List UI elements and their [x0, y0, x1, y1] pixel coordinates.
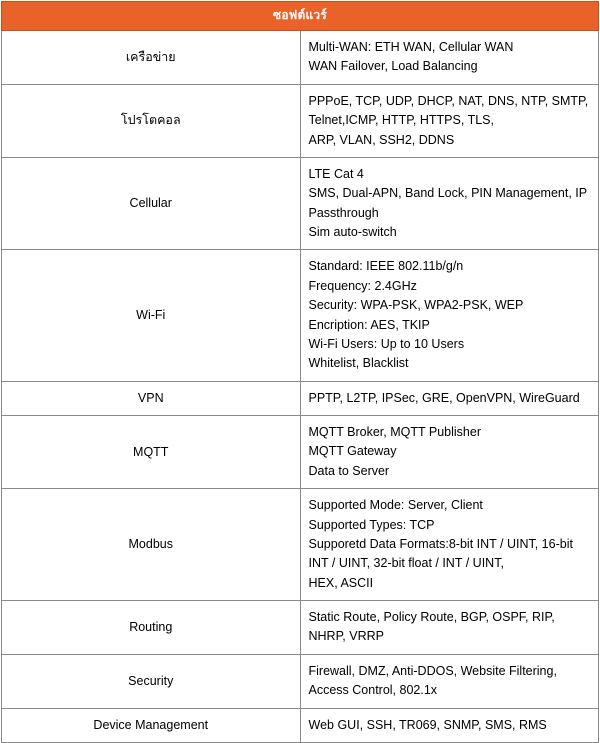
- value-line: LTE Cat 4: [308, 166, 364, 181]
- value-line: Sim auto-switch: [308, 225, 397, 239]
- row-label: เครือข่าย: [2, 31, 301, 85]
- row-value: [300, 157, 599, 250]
- value-line: HEX, ASCII: [308, 575, 374, 590]
- value-line: Encription: AES, TKIP: [308, 317, 430, 332]
- table-header-row: [2, 2, 599, 31]
- row-label: Routing: [2, 601, 301, 655]
- row-value: [300, 250, 599, 381]
- table-header: [2, 2, 599, 31]
- value-line: ARP, VLAN, SSH2, DDNS: [308, 132, 455, 147]
- row-value: [300, 31, 599, 85]
- table-row: [2, 601, 599, 655]
- value-line: Frequency: 2.4GHz: [308, 278, 417, 293]
- value-line: Supported Types: TCP: [308, 517, 435, 532]
- row-label: Cellular: [2, 157, 301, 250]
- value-line: SMS, Dual-APN, Band Lock, PIN Management, IP Passthrough: [308, 186, 587, 220]
- row-value: [300, 601, 599, 655]
- value-line: Security: WPA-PSK, WPA2-PSK, WEP: [308, 298, 524, 313]
- table-row: [2, 157, 599, 250]
- value-line: Multi-WAN: ETH WAN, Cellular WAN: [308, 40, 514, 54]
- value-line: Standard: IEEE 802.11b/g/n: [308, 259, 464, 274]
- table-row: [2, 250, 599, 381]
- value-line: Static Route, Policy Route, BGP, OSPF, RIP, NHRP, VRRP: [308, 610, 555, 644]
- table-row: [2, 31, 599, 85]
- row-label: Wi-Fi: [2, 250, 301, 381]
- value-line: MQTT Broker, MQTT Publisher: [308, 425, 481, 439]
- value-line: Web GUI, SSH, TR069, SNMP, SMS, RMS: [308, 717, 547, 732]
- table-body: [2, 31, 599, 743]
- table-title: ซอฟต์แวร์: [2, 2, 599, 31]
- row-label: Security: [2, 654, 301, 708]
- row-label: MQTT: [2, 416, 301, 489]
- row-value: [300, 489, 599, 601]
- table-row: [2, 416, 599, 489]
- value-line: Wi-Fi Users: Up to 10 Users: [308, 336, 465, 351]
- table-row: [2, 654, 599, 708]
- row-value: [300, 381, 599, 415]
- value-line: Whitelist, Blacklist: [308, 356, 409, 371]
- row-value: [300, 654, 599, 708]
- value-line: Data to Server: [308, 463, 390, 478]
- table-row: [2, 708, 599, 742]
- row-value: [300, 708, 599, 742]
- value-line: Firewall, DMZ, Anti-DDOS, Website Filtering, Access Control, 802.1x: [308, 663, 557, 698]
- software-spec-table: [1, 1, 599, 743]
- value-line: WAN Failover, Load Balancing: [308, 59, 478, 74]
- row-value: [300, 416, 599, 489]
- table-row: [2, 381, 599, 415]
- row-label: VPN: [2, 381, 301, 415]
- table-row: [2, 84, 599, 157]
- value-line: PPPoE, TCP, UDP, DHCP, NAT, DNS, NTP, SMTP, Telnet,ICMP, HTTP, HTTPS, TLS,: [308, 93, 589, 128]
- table-row: [2, 489, 599, 601]
- value-line: Supported Mode: Server, Client: [308, 498, 483, 513]
- row-value: [300, 84, 599, 157]
- value-line: Supporetd Data Formats:8-bit INT / UINT, 16-bit INT / UINT, 32-bit float / INT / UINT,: [308, 536, 573, 571]
- value-line: PPTP, L2TP, IPSec, GRE, OpenVPN, WireGuard: [308, 390, 580, 405]
- value-line: MQTT Gateway: [308, 444, 397, 459]
- row-label: Modbus: [2, 489, 301, 601]
- row-label: โปรโตคอล: [2, 84, 301, 157]
- row-label: Device Management: [2, 708, 301, 742]
